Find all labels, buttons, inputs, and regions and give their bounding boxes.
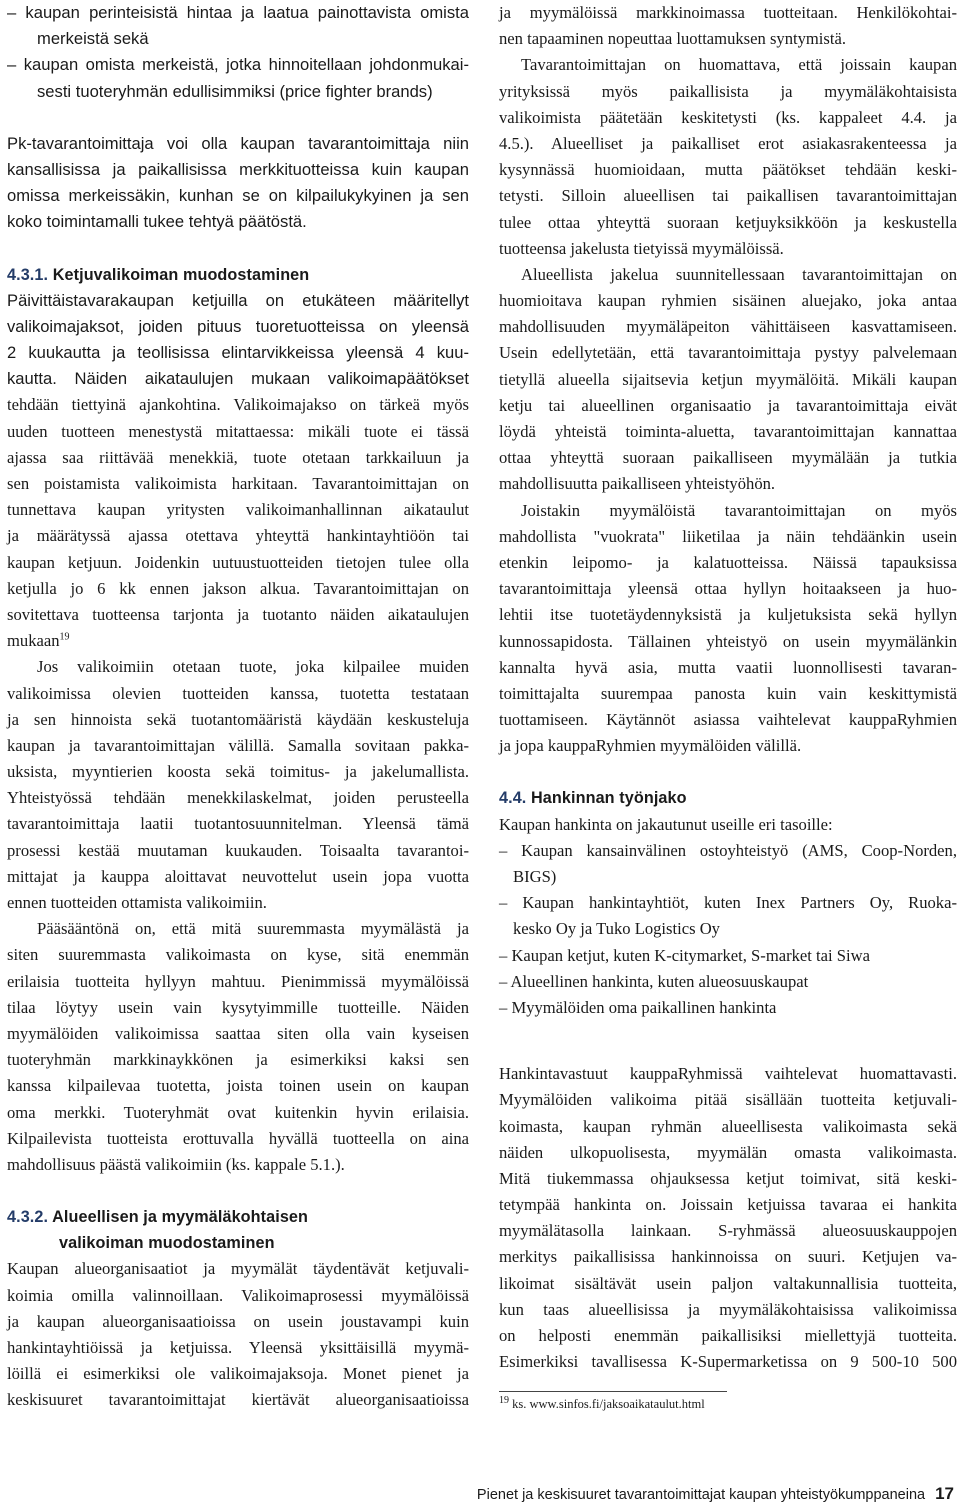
text-line [499,576,957,602]
line-text: Pk-tavarantoimittaja voi olla kaupan tavarantoimittaja niin [7,133,469,153]
line-text: mittajat ja kauppa aloittavat neuvottelut usein jopa vuotta [7,866,469,886]
section-title: Ketjuvalikoiman muodostaminen [52,265,310,284]
line-text: Jos valikoimiin otetaan tuote, joka kilpailee muiden [37,657,469,677]
line-text: myymälätasolla lainkaan. S-ryhmässä alueosuuskauppojen [499,1221,957,1241]
line-text: ja kaupan alueorganisaatioissa on usein joustavampi kuin [7,1311,469,1331]
line-text: löillä ei esimerkiksi ole valikoimajaksoja. Monet pienet ja [7,1364,469,1384]
line-text: Hankintavastuut kauppaRyhmissä vaihtelevat huomattavasti. [499,1064,957,1084]
page-footer [477,1484,954,1504]
text-line [7,0,469,26]
text-line [7,419,469,445]
text-line [7,681,469,707]
line-text: – Alueellinen hankinta, kuten alueosuuskaupat [499,971,809,991]
section-heading [7,1230,469,1256]
line-text: löydä yhteistä toiminta-aluetta, tavarantoimittajan kannattaa [499,422,957,441]
text-line [499,916,957,942]
line-text: – kaupan omista merkeistä, jotka hinnoitellaan johdonmukai- [7,55,469,75]
text-line [499,157,957,183]
line-text: Esimerkiksi tavallisessa K-Supermarketissa on 9 500-10 500 [499,1352,957,1372]
text-line [7,1309,469,1335]
text-line [7,1283,469,1309]
text-line [499,1297,957,1323]
line-text: siten suuremmasta valikoimasta on kyse, sitä enemmän [7,945,469,965]
text-line [499,1166,957,1192]
text-line [499,995,957,1021]
text-line [499,733,957,759]
text-line [7,1047,469,1073]
line-text: valikoimissa olevien tuotteiden kanssa, tuotetta testataan [7,683,469,703]
section-heading [7,1204,469,1230]
text-line [7,497,469,523]
text-line [499,1218,957,1244]
text-line [499,1087,957,1113]
running-title: Pienet ja keskisuuret tavarantoimittajat kaupan yhteistyökumppaneina [476,1487,926,1503]
text-line [499,498,957,524]
text-line [7,838,469,864]
text-line [499,812,957,838]
line-text: ottaa yhteyttä suoraan paikalliseen myymälään ja tutkia [499,448,957,468]
line-text: tuotteensa jakelusta tietyissä myymälöissä. [499,238,784,258]
text-line [499,681,957,707]
paragraph-gap [499,1021,957,1061]
text-line [7,733,469,759]
text-line [7,1152,469,1178]
text-line [7,1361,469,1387]
line-text: uksista, myyntierien koosta sekä toimitus- ja jakelumallista. [7,762,469,782]
text-line [7,131,469,157]
line-text: kun taas alueellisissa ja myymäläkohtaisissa valikoimissa [499,1299,957,1319]
line-text: kanssa kilpailevaa tuotetta, joista toinen usein on kaupan [7,1076,469,1096]
text-line [499,367,957,393]
line-text: tavarantoimittaja yleensä ottaa hyllyn hoitaakseen ja huo- [499,579,957,599]
text-line [499,1140,957,1166]
line-text: on helposti enemmän paikallisiksi miellettyjä tuotteita. [499,1326,957,1345]
line-text: tehdään tiettyinä ajankohtina. Valikoimajakso on tärkeä myös [7,395,469,415]
text-line [499,1192,957,1218]
line-text: nen tapaaminen nopeuttaa luottamuksen syntymistä. [499,29,847,49]
text-line [7,392,469,418]
line-text: valikoimista päätetään keskitetysti (ks. kappaleet 4.4. ja [499,107,957,127]
right-column [499,0,957,1375]
text-line [7,52,469,78]
paragraph-gap [7,236,469,262]
text-line [499,340,957,366]
line-text: kaupan ketjuun. Joidenkin uutuustuotteiden tietojen tulee olla [7,552,469,572]
line-text: prosessi kestää muutaman kuukauden. Toisaalta tavarantoi- [7,840,469,860]
text-line [499,1349,957,1375]
line-text: – Myymälöiden oma paikallinen hankinta [499,997,777,1017]
line-text: – Kaupan kansainvälinen ostoyhteistyö (AMS, Coop-Norden, [499,840,957,860]
text-line [499,419,957,445]
line-text: oma merkki. Tuoteryhmät ovat kuitenkin hyvin erilaisia. [7,1102,469,1122]
line-text: kansallisissa ja paikallisissa merkkituotteissa kuin kaupan [7,159,469,179]
line-text: tilaa löytyy usein vain kysytyimmille tuotteille. Näiden [7,997,469,1017]
line-text: sen poistamista valikoimista harkitaan. Tavarantoimittajan on [7,474,469,493]
text-line [499,943,957,969]
text-line [499,707,957,733]
text-line [7,523,469,549]
line-text: omissa merkeissäkin, kunhan se on kilpailukykyinen ja sen [7,186,469,206]
text-line [7,1126,469,1152]
text-line [499,524,957,550]
line-text: mahdollisuus päästä valikoimiin (ks. kappale 5.1.). [7,1154,345,1174]
line-text: kautta. Näiden aikataulujen mukaan valikoimapäätökset [7,369,469,389]
text-line [499,262,957,288]
line-text: sesti tuoteryhmän edullisimmiksi (price fighter brands) [37,81,433,101]
text-line [499,79,957,105]
line-text: lehtii itse tuotetäydennyksistä ja kuljetuksista sekä hyllyn [499,605,957,625]
line-text: myymälöiden valikoimissa saattaa siten olla vain kyseisen [7,1023,469,1043]
line-text: tuoteryhmän markkinaykkönen ja esimerkiksi kaksi sen [7,1050,469,1070]
line-text: tetympää hankinta on. Joissain ketjuissa tavaraa ei hankita [499,1195,957,1215]
line-text: hankintayhtiöissä ja ketjuissa. Yleensä yksittäisillä myymä- [7,1338,469,1357]
text-line [499,602,957,628]
line-text: mahdollisuutta paikalliseen yhteistyöhön. [499,474,776,494]
text-line [499,890,957,916]
text-line [499,288,957,314]
footnote-number: 19 [499,1394,509,1406]
line-text: Myymälöiden valikoima pitää sisällään tuotteita ketjuvali- [499,1090,957,1110]
footnote-text: ks. www.sinfos.fi/jaksoaikataulut.html [512,1397,705,1411]
text-line [7,942,469,968]
text-line [499,52,957,78]
text-line [499,131,957,157]
text-line [499,1323,957,1349]
text-line [499,655,957,681]
text-line [7,785,469,811]
text-line [7,1021,469,1047]
text-line [7,79,469,105]
text-line [499,864,957,890]
text-line [499,1271,957,1297]
text-line [7,471,469,497]
text-line [7,550,469,576]
text-line [499,1114,957,1140]
text-line [7,314,469,340]
text-line [499,629,957,655]
line-text: uuden tuotteen menestystä mitattaessa: mikäli tuote ei tässä [7,421,469,441]
text-line [7,707,469,733]
section-number: 4.4. [499,789,527,808]
line-text: etenkin leipomo- ja kalatuotteissa. Näissä tapauksissa [499,552,957,572]
text-line [7,654,469,680]
line-text: ja myymälöissä markkinoimassa tuotteitaan. Henkilökohtai- [499,3,957,22]
text-line [499,393,957,419]
text-line [499,838,957,864]
line-text: ajassa saa riittävää menekkiä, tuote otetaan tarkkailuun ja [7,447,469,467]
text-line [499,314,957,340]
text-line [7,1387,469,1413]
line-text: koimia omilla valinnoillaan. Valikoimaprosessi myymälöissä [7,1285,469,1305]
line-text: tetysti. Silloin alueellisen tai paikallisen tavarantoimittajan [499,186,957,206]
line-text: Kaupan hankinta on jakautunut useille eri tasoille: [499,814,833,834]
page-number: 17 [935,1484,954,1503]
line-text: 2 kuukautta ja teollisissa elintarvikkeissa yleensä 4 kuu- [7,343,469,363]
text-line [499,210,957,236]
paragraph-gap [7,1178,469,1204]
text-line [7,183,469,209]
line-text: merkeistä sekä [37,29,149,49]
line-text: valikoimajaksot, joiden pituus tuoretuotteissa on yleensä [7,316,469,336]
line-text: mukaan [7,631,60,651]
section-title: Hankinnan työnjako [531,789,687,808]
text-line [499,236,957,262]
left-column [7,0,469,1414]
line-text: Päivittäistavarakaupan ketjuilla on etukäteen määritellyt [7,290,469,310]
line-text: erilaisia tuotteita hyllyyn mahtuu. Pienimmissä myymälöissä [7,971,469,991]
text-line [7,1100,469,1126]
line-text: Alueellista jakelua suunnitellessaan tavarantoimittajan on [521,264,957,284]
line-text: keskisuuret tavarantoimittajat kiertävät alueorganisaatioissa [7,1390,469,1410]
line-text: toimittajalta suurempaa panosta kuin vain keskittymistä [499,683,957,703]
line-text: näiden ulkopuolisesta, myymälän omasta valikoimasta. [499,1142,957,1162]
footnote-rule [499,1391,727,1392]
line-text: Usein edellytetään, että tavarantoimittaja pystyy palvelemaan [499,343,957,363]
line-text: Pääsääntönä on, että mitä suuremmasta myymälästä ja [37,919,469,939]
text-line [7,890,469,916]
text-line [499,0,957,26]
line-text: kesko Oy ja Tuko Logistics Oy [513,919,720,939]
line-text: kaupan ja tavarantoimittajan välillä. Samalla sovitaan pakka- [7,735,469,755]
section-heading [499,785,957,811]
text-line [7,209,469,235]
line-text: merkitys paikallisissa hankinnoissa on suuri. Ketjujen va- [499,1247,957,1267]
line-text: mahdollisuuden myymäläpeiton vähittäiseen kasvattamiseen. [499,317,957,337]
line-text: ennen tuotteiden ottamista valikoimiin. [7,893,267,912]
line-text: tavarantoimittaja laatii tuotantosuunnitelman. Yleensä tämä [7,814,469,834]
text-line [7,995,469,1021]
text-line [7,1335,469,1361]
line-text: ketju tai alueellinen organisaatio ja tavarantoimittaja eivät [499,395,957,415]
paragraph-gap [7,105,469,131]
text-line [7,916,469,942]
line-text: tunnettava kaupan yritysten valikoimanhallinnan aikataulut [7,500,469,520]
line-text: tuottamiseen. Käytännöt asiassa vaihtelevat kauppaRyhmien [499,710,957,730]
line-text: Tavarantoimittajan on huomattava, että joissain kaupan [521,55,957,75]
footnote [499,1394,705,1412]
text-line [7,602,469,628]
line-text: Kaupan alueorganisaatiot ja myymälät täydentävät ketjuvali- [7,1259,469,1279]
text-line [499,550,957,576]
line-text: mahdollista "vuokrata" liiketilaa ja näin tehdäänkin usein [499,526,957,546]
text-line [7,340,469,366]
text-line [7,811,469,837]
line-text: – Kaupan hankintayhtiöt, kuten Inex Partners Oy, Ruoka- [499,893,957,913]
line-text: – Kaupan ketjut, kuten K-citymarket, S-market tai Siwa [499,945,870,965]
text-line [7,288,469,314]
text-line [7,445,469,471]
line-text: – kaupan perinteisistä hintaa ja laatua painottavista omista [7,3,469,22]
line-text: sovitettava tuotteensa tarjonta ja tuotanto näiden aikataulujen [7,604,469,624]
line-text: BIGS) [513,867,557,886]
text-line [7,26,469,52]
section-number: 4.3.1. [7,265,49,284]
footnote-reference: 19 [59,631,70,643]
text-line [499,26,957,52]
text-line [7,969,469,995]
line-text: Yhteistyössä tehdään menekkilaskelmat, joiden perusteella [7,788,469,808]
section-number: 4.3.2. [7,1208,49,1227]
text-line [7,157,469,183]
text-line [499,183,957,209]
text-line [7,576,469,602]
line-text: tietyllä alueella sijaitsevia ketjun myymälöitä. Mikäli kaupan [499,369,957,389]
text-line [7,1256,469,1282]
line-text: kannalta hyvä asia, mutta vaatii luonnollisesti tavaran- [499,657,957,677]
line-text: 4.5.). Alueelliset ja paikalliset erot asiakasrakenteessa ja [499,133,957,153]
line-text: ketjulla jo 6 kk ennen jakson alkua. Tavarantoimittajan on [7,578,469,598]
text-line [499,471,957,497]
line-text: ja jopa kauppaRyhmien myymälöiden välillä. [499,736,802,756]
text-line [7,864,469,890]
line-text: likoimat sisältävät usein paljon valtakunnallisia tuotteita, [499,1273,957,1293]
line-text: yrityksissä myös paikallisista ja myymäläkohtaisista [499,81,957,101]
line-text: ja sen hinnoista sekä tuotantomääristä käydään keskusteluja [7,709,469,729]
line-text: huomioitava kaupan ryhmien sisäinen aluejako, joka antaa [499,291,957,311]
line-text: koko toimintamalli tukee tehtyä päätöstä. [7,212,307,232]
section-title: Alueellisen ja myymäläkohtaisen [52,1208,309,1227]
section-heading [7,262,469,288]
line-text: kysynnässä huomioidaan, mutta päätökset tehdään keski- [499,160,957,180]
text-line [499,1061,957,1087]
text-line [499,969,957,995]
line-text: ja määrätyssä ajassa otettava yhteyttä hankintayhtiöön tai [7,526,469,546]
line-text: koimasta, kaupan ryhmän alueellisesta valikoimasta sekä [499,1116,957,1136]
line-text: tulee ottaa yhteyttä suoraan ketjuyksikköön ja keskustella [499,212,957,232]
text-line [7,759,469,785]
line-text: Mitä tiukemmassa ohjauksessa ketjut toimivat, sitä keski- [499,1168,957,1188]
line-text: kunnossapidosta. Tällainen yhteistyö on usein myymälänkin [499,631,957,651]
text-line [7,1073,469,1099]
text-line [499,445,957,471]
line-text: Joistakin myymälöistä tavarantoimittajan on myös [521,500,957,520]
paragraph-gap [499,759,957,785]
text-line [499,1244,957,1270]
text-line [7,628,469,654]
line-text: Kilpailevista tuotteista erottuvalla hyvällä tuotteella on aina [7,1128,469,1148]
section-title: valikoiman muodostaminen [59,1234,275,1253]
text-line [499,105,957,131]
text-line [7,366,469,392]
